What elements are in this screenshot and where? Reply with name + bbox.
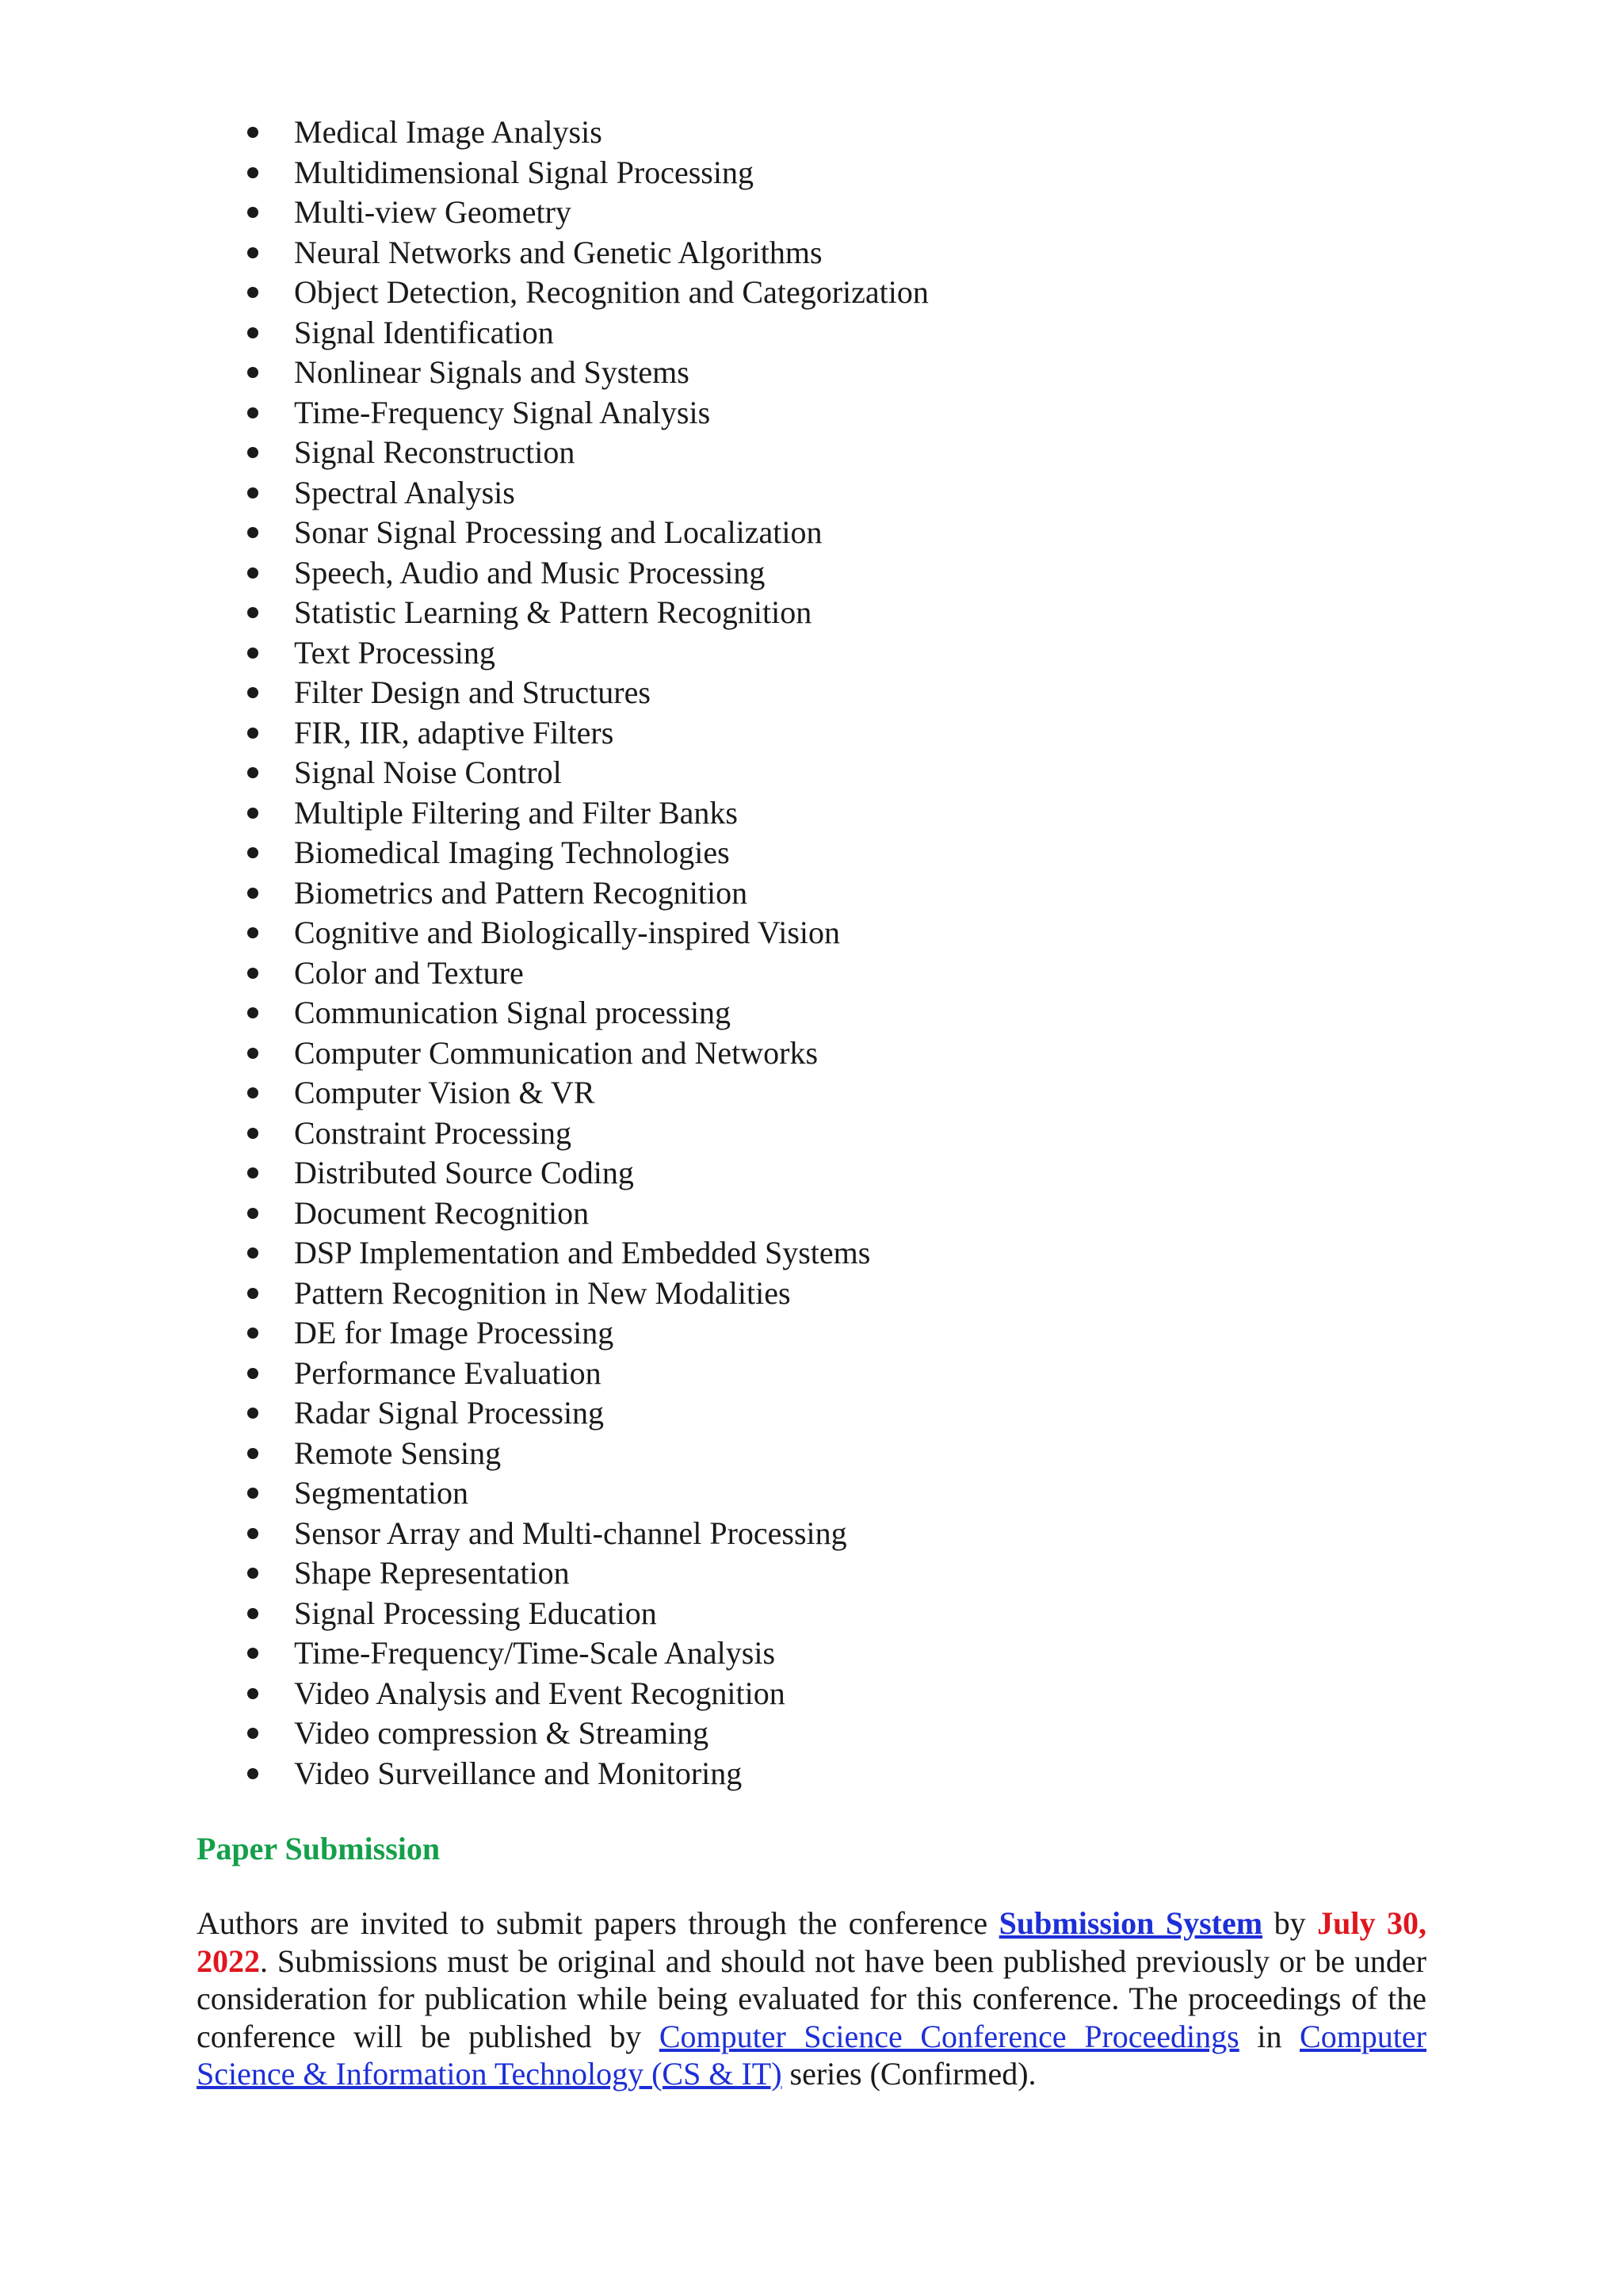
list-item — [244, 1553, 929, 1594]
topic-text: Video Surveillance and Monitoring — [294, 1755, 743, 1791]
bullet-icon — [247, 1288, 258, 1299]
list-item — [244, 1473, 929, 1514]
list-item — [244, 1674, 929, 1714]
bullet-icon — [247, 1048, 258, 1059]
list-item — [244, 873, 929, 914]
topic-text: Spectral Analysis — [294, 474, 515, 510]
bullet-icon — [247, 127, 258, 138]
bullet-icon — [247, 567, 258, 579]
list-item — [244, 193, 929, 233]
bullet-icon — [247, 1408, 258, 1419]
list-item — [244, 353, 929, 393]
topic-text: Sonar Signal Processing and Localization — [294, 514, 823, 550]
topic-text: Time-Frequency/Time-Scale Analysis — [294, 1635, 776, 1671]
bullet-icon — [247, 1247, 258, 1259]
list-item — [244, 1354, 929, 1394]
list-item — [244, 593, 929, 633]
list-item — [244, 953, 929, 994]
topic-text: Filter Design and Structures — [294, 674, 651, 710]
submission-text-3: . Submissions must be original and should not have been published previously or be under consideration for publication while being evaluated for this conference. The proceedings of the conference will be published by — [197, 1943, 1426, 2054]
list-item — [244, 1594, 929, 1634]
list-item — [244, 1114, 929, 1154]
topic-text: Biometrics and Pattern Recognition — [294, 874, 748, 911]
bullet-icon — [247, 808, 258, 819]
bullet-icon — [247, 648, 258, 659]
bullet-icon — [247, 1648, 258, 1659]
topic-text: Object Detection, Recognition and Categorization — [294, 274, 929, 310]
bullet-icon — [247, 1087, 258, 1098]
list-item — [244, 1514, 929, 1554]
list-item — [244, 113, 929, 153]
list-item — [244, 1233, 929, 1274]
bullet-icon — [247, 607, 258, 618]
list-item — [244, 273, 929, 313]
topic-text: Medical Image Analysis — [294, 114, 602, 150]
topic-text: Multiple Filtering and Filter Banks — [294, 794, 738, 831]
bullet-icon — [247, 927, 258, 938]
topic-text: DE for Image Processing — [294, 1315, 614, 1350]
list-item — [244, 313, 929, 353]
topic-text: Cognitive and Biologically-inspired Vision — [294, 915, 841, 950]
topic-text: Text Processing — [294, 634, 495, 670]
bullet-icon — [247, 1448, 258, 1459]
list-item — [244, 713, 929, 754]
bullet-icon — [247, 287, 258, 298]
list-item — [244, 473, 929, 514]
topic-text: FIR, IIR, adaptive Filters — [294, 714, 614, 751]
bullet-icon — [247, 527, 258, 538]
submission-text-1: Authors are invited to submit papers through the conference — [197, 1905, 999, 1941]
list-item — [244, 793, 929, 834]
list-item — [244, 1073, 929, 1114]
topic-text: Remote Sensing — [294, 1435, 502, 1471]
bullet-icon — [247, 767, 258, 778]
bullet-icon — [247, 888, 258, 899]
list-item — [244, 513, 929, 553]
list-item — [244, 993, 929, 1033]
topic-text: Communication Signal processing — [294, 995, 731, 1030]
topic-text: Nonlinear Signals and Systems — [294, 354, 689, 390]
deadline-date: July 30, 2022 — [197, 1905, 1427, 1979]
submission-system-link[interactable]: Submission System — [999, 1905, 1263, 1941]
list-item — [244, 1194, 929, 1234]
bullet-icon — [247, 327, 258, 338]
list-item — [244, 1274, 929, 1314]
bullet-icon — [247, 1568, 258, 1579]
bullet-icon — [247, 247, 258, 258]
bullet-icon — [247, 1688, 258, 1699]
topic-text: Color and Texture — [294, 954, 524, 991]
list-item — [244, 913, 929, 953]
list-item — [244, 553, 929, 594]
bullet-icon — [247, 847, 258, 858]
topic-text: Neural Networks and Genetic Algorithms — [294, 234, 823, 270]
bullet-icon — [247, 687, 258, 698]
bullet-icon — [247, 1167, 258, 1179]
topic-text: Distributed Source Coding — [294, 1155, 634, 1190]
topic-text: Time-Frequency Signal Analysis — [294, 394, 711, 430]
list-item — [244, 433, 929, 473]
bullet-icon — [247, 1368, 258, 1379]
list-item — [244, 833, 929, 873]
topic-text: DSP Implementation and Embedded Systems — [294, 1235, 871, 1270]
bullet-icon — [247, 367, 258, 378]
list-item — [244, 1633, 929, 1674]
topic-text: Video Analysis and Event Recognition — [294, 1675, 785, 1711]
bullet-icon — [247, 407, 258, 418]
bullet-icon — [247, 1488, 258, 1499]
topic-text: Signal Noise Control — [294, 755, 562, 790]
list-item — [244, 753, 929, 793]
topic-text: Multi-view Geometry — [294, 194, 571, 230]
proceedings-link[interactable]: Computer Science Conference Proceedings — [659, 2018, 1239, 2054]
topic-text: Pattern Recognition in New Modalities — [294, 1274, 791, 1311]
bullet-icon — [247, 1007, 258, 1018]
list-item — [244, 1434, 929, 1474]
submission-text-5: series (Confirmed). — [781, 2056, 1037, 2092]
topic-text: Sensor Array and Multi-channel Processing — [294, 1515, 847, 1551]
submission-text-4: in — [1239, 2018, 1300, 2054]
topics-list — [244, 113, 929, 1794]
bullet-icon — [247, 167, 258, 178]
bullet-icon — [247, 1608, 258, 1619]
topic-text: Signal Processing Education — [294, 1595, 657, 1631]
list-item — [244, 1033, 929, 1074]
bullet-icon — [247, 1728, 258, 1739]
list-item — [244, 393, 929, 434]
list-item — [244, 633, 929, 674]
list-item — [244, 1153, 929, 1194]
topic-text: Shape Representation — [294, 1555, 570, 1591]
topic-text: Signal Reconstruction — [294, 434, 575, 470]
topic-text: Document Recognition — [294, 1194, 590, 1231]
paper-submission-heading: Paper Submission — [197, 1831, 441, 1866]
topic-text: Performance Evaluation — [294, 1354, 601, 1391]
list-item — [244, 673, 929, 713]
topic-text: Multidimensional Signal Processing — [294, 154, 754, 190]
topic-text: Constraint Processing — [294, 1114, 571, 1151]
topic-text: Computer Vision & VR — [294, 1075, 595, 1110]
topic-text: Segmentation — [294, 1475, 468, 1511]
topic-text: Radar Signal Processing — [294, 1395, 605, 1431]
list-item — [244, 1313, 929, 1354]
submission-text-2: by — [1262, 1905, 1318, 1941]
bullet-icon — [247, 728, 258, 739]
topic-text: Computer Communication and Networks — [294, 1034, 819, 1071]
submission-paragraph — [197, 1904, 1426, 2093]
bullet-icon — [247, 968, 258, 979]
bullet-icon — [247, 1208, 258, 1219]
topic-text: Statistic Learning & Pattern Recognition — [294, 594, 812, 630]
bullet-icon — [247, 1128, 258, 1139]
bullet-icon — [247, 1328, 258, 1339]
topic-text: Signal Identification — [294, 314, 554, 350]
topic-text: Biomedical Imaging Technologies — [294, 835, 730, 870]
list-item — [244, 1713, 929, 1754]
bullet-icon — [247, 1768, 258, 1779]
list-item — [244, 153, 929, 193]
bullet-icon — [247, 487, 258, 499]
bullet-icon — [247, 1528, 258, 1539]
bullet-icon — [247, 447, 258, 458]
cs-it-series-link[interactable]: Computer Science & Information Technology (CS & IT) — [197, 2018, 1426, 2092]
topic-text: Video compression & Streaming — [294, 1715, 709, 1751]
bullet-icon — [247, 207, 258, 218]
list-item — [244, 1754, 929, 1794]
topic-text: Speech, Audio and Music Processing — [294, 554, 766, 590]
list-item — [244, 233, 929, 273]
list-item — [244, 1393, 929, 1434]
